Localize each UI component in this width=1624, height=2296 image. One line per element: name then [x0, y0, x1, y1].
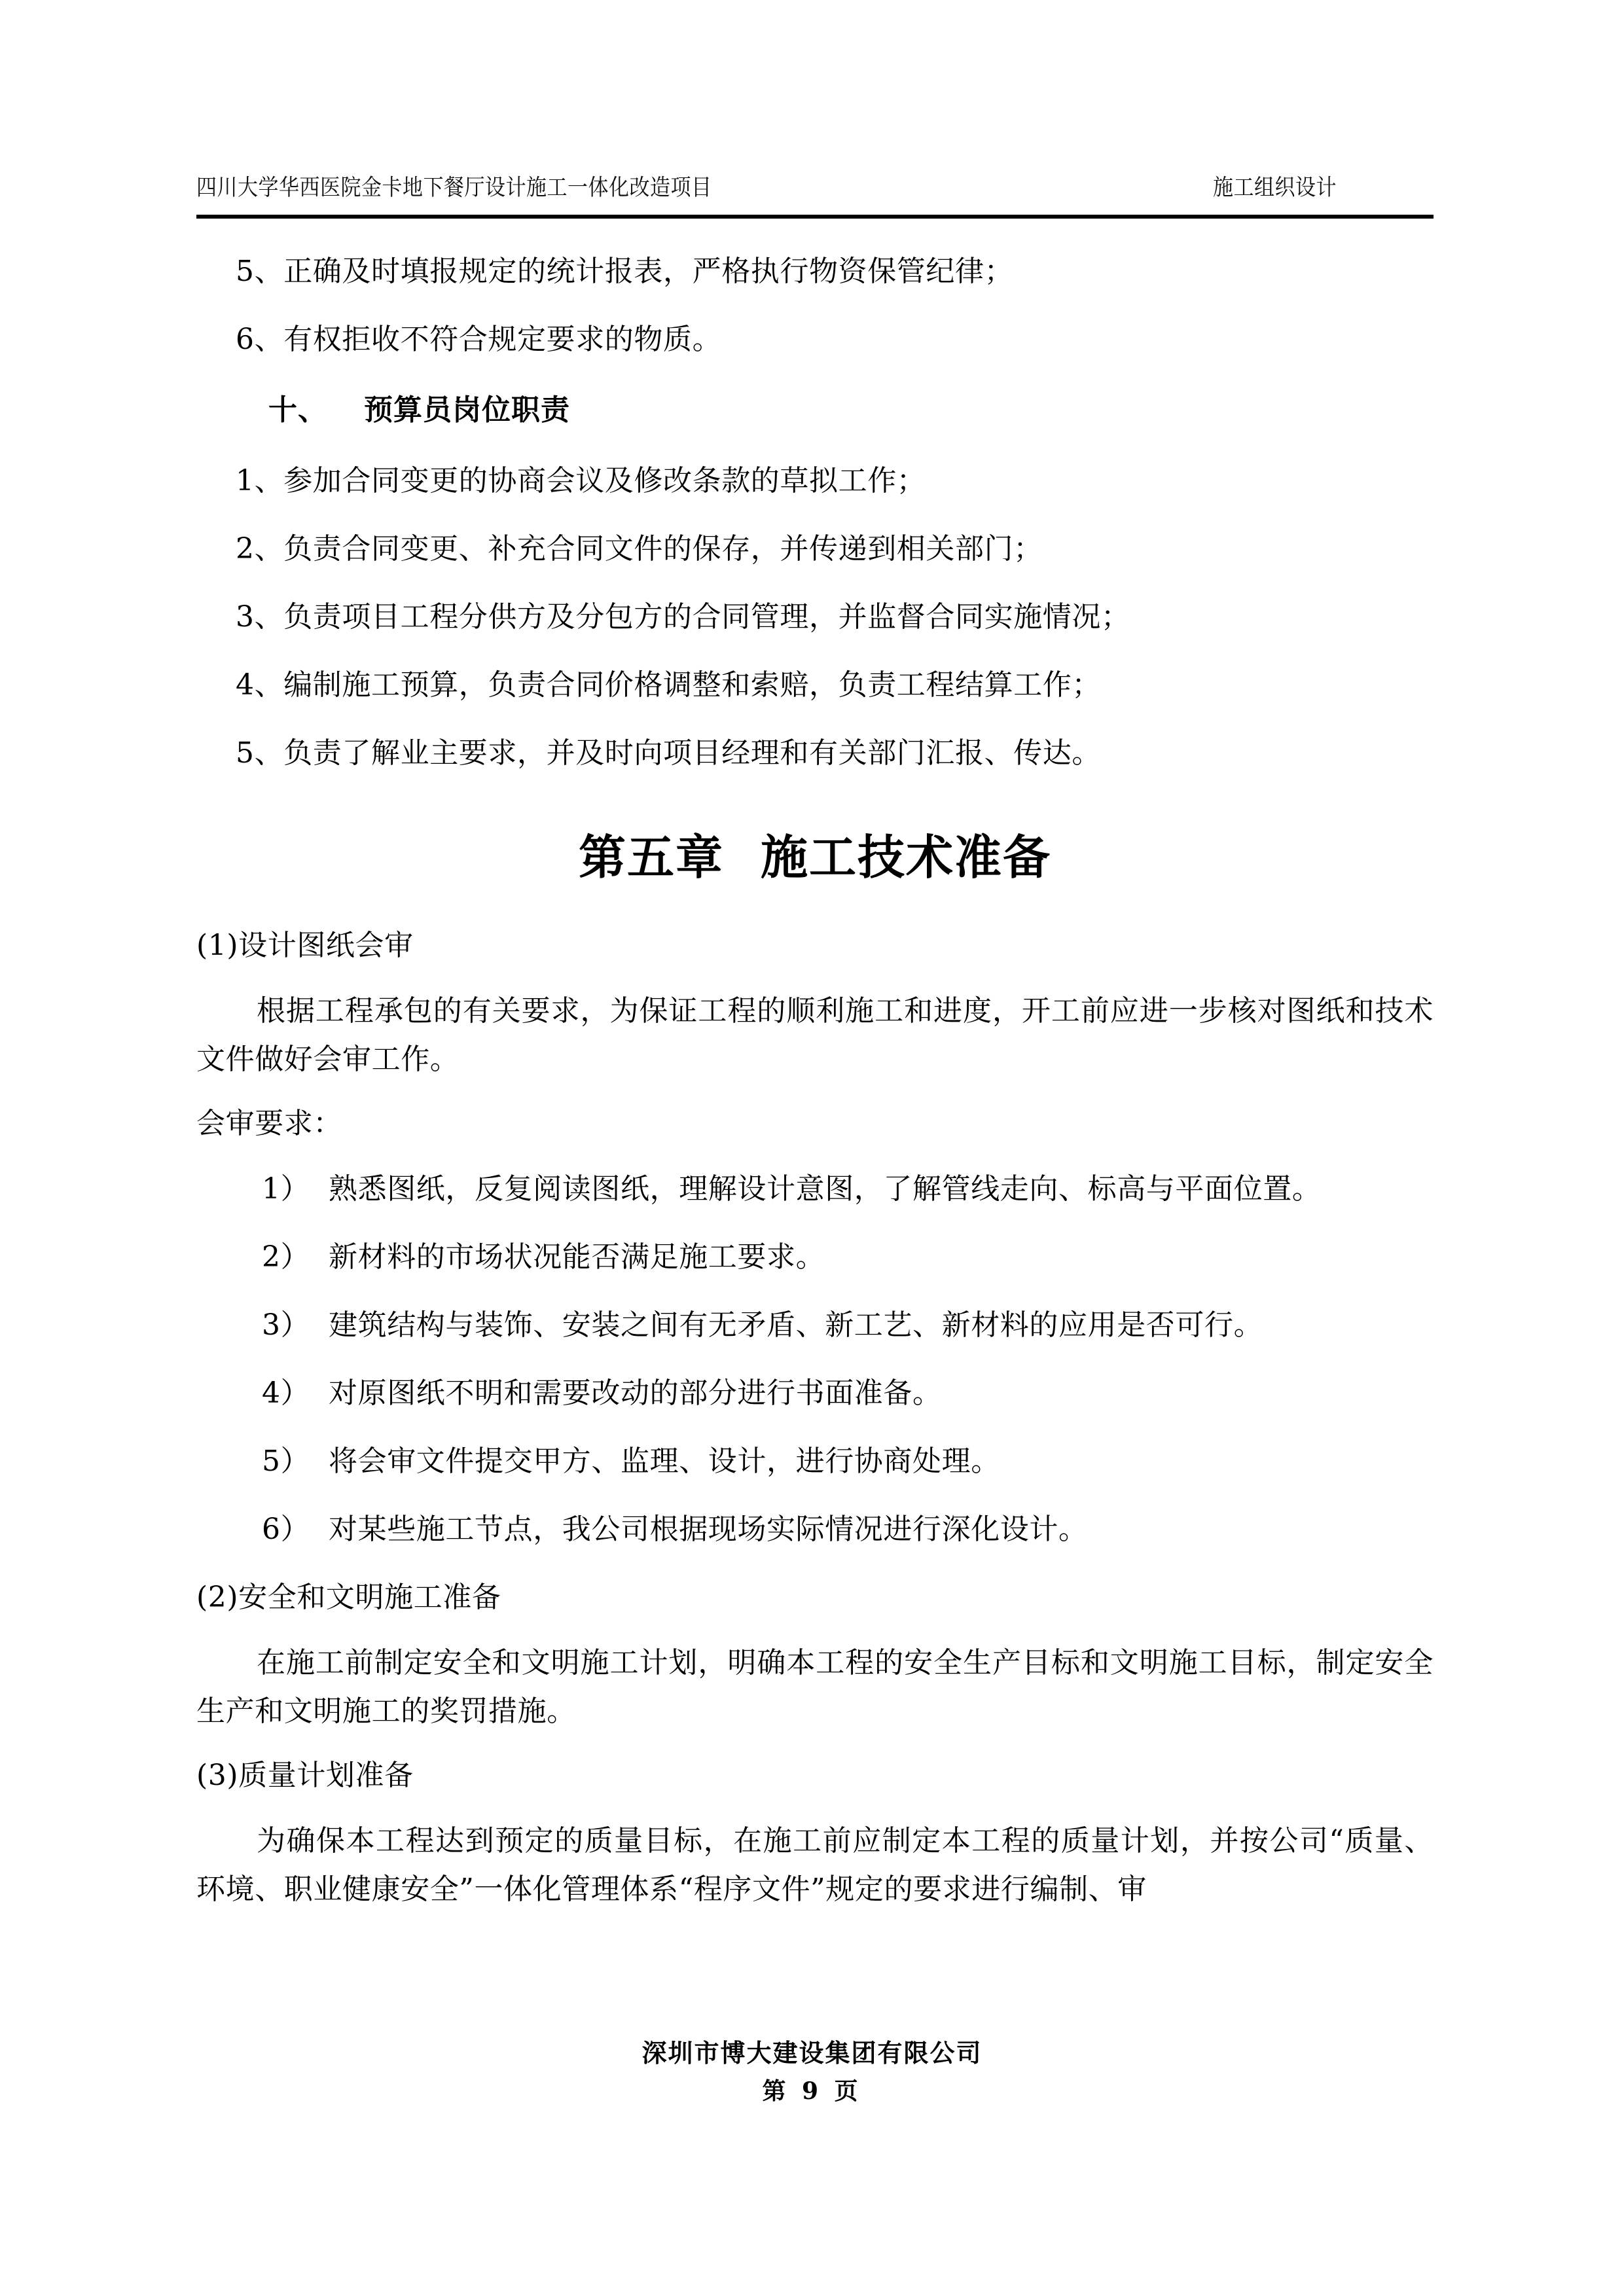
duty-item-prev-5: 5、正确及时填报规定的统计报表，严格执行物资保管纪律； [236, 255, 1014, 288]
section-heading-budget-officer [196, 386, 1434, 435]
section-heading-title: 预算员岗位职责 [364, 393, 570, 427]
page-footer [0, 2036, 1624, 2109]
review-item-text: 新材料的市场状况能否满足施工要求。 [329, 1240, 825, 1274]
duty-item-prev-6: 6、有权拒收不符合规定要求的物质。 [236, 323, 722, 356]
budget-duty-item-1: 1、参加合同变更的协商会议及修改条款的草拟工作； [236, 464, 926, 497]
budget-duty-item-2: 2、负责合同变更、补充合同文件的保存，并传递到相关部门； [236, 532, 1043, 565]
page-body [196, 247, 1434, 1929]
subsection-paragraph-3: 为确保本工程达到预定的质量目标，在施工前应制定本工程的质量计划，并按公司“质量、环境、职业健康安全”一体化管理体系“程序文件”规定的要求进行编制、审 [196, 1824, 1434, 1906]
review-item-text: 对原图纸不明和需要改动的部分进行书面准备。 [329, 1376, 942, 1410]
header-project-title: 四川大学华西医院金卡地下餐厅设计施工一体化改造项目 [196, 174, 712, 202]
footer-page-number: 第 9 页 [762, 2077, 862, 2105]
header-divider-rule [196, 215, 1434, 219]
review-item-text: 熟悉图纸，反复阅读图纸，理解设计意图，了解管线走向、标高与平面位置。 [329, 1172, 1322, 1206]
subsection-paragraph-2: 在施工前制定安全和文明施工计划，明确本工程的安全生产目标和文明施工目标，制定安全生产和文明施工的奖罚措施。 [196, 1646, 1434, 1728]
review-item-marker: 6） [262, 1513, 310, 1546]
chapter-number: 第五章 [578, 829, 724, 885]
budget-duty-item-4: 4、编制施工预算，负责合同价格调整和索赔，负责工程结算工作； [236, 668, 1101, 702]
review-item-4 [196, 1369, 1434, 1418]
review-item-marker: 4） [262, 1376, 310, 1410]
review-requirements-label: 会审要求： [196, 1107, 342, 1140]
review-item-marker: 1） [262, 1172, 310, 1206]
section-heading-number: 十、 [268, 393, 327, 427]
chapter-title-text: 施工技术准备 [761, 829, 1052, 885]
chapter-title [196, 823, 1434, 891]
subsection-paragraph-1: 根据工程承包的有关要求，为保证工程的顺利施工和进度，开工前应进一步核对图纸和技术文件做好会审工作。 [196, 994, 1434, 1076]
footer-company-name: 深圳市博大建设集团有限公司 [641, 2038, 983, 2068]
review-item-text: 将会审文件提交甲方、监理、设计，进行协商处理。 [329, 1444, 1000, 1478]
review-item-marker: 5） [262, 1444, 310, 1478]
review-item-2 [196, 1233, 1434, 1282]
review-item-text: 对某些施工节点，我公司根据现场实际情况进行深化设计。 [329, 1513, 1088, 1546]
review-item-text: 建筑结构与装饰、安装之间有无矛盾、新工艺、新材料的应用是否可行。 [329, 1308, 1263, 1342]
review-item-3 [196, 1301, 1434, 1350]
budget-duty-item-3: 3、负责项目工程分供方及分包方的合同管理，并监督合同实施情况； [236, 600, 1130, 634]
header-document-type: 施工组织设计 [1213, 174, 1337, 202]
subsection-title-1: (1)设计图纸会审 [196, 929, 414, 962]
review-item-marker: 2） [262, 1240, 310, 1274]
budget-duty-item-5: 5、负责了解业主要求，并及时向项目经理和有关部门汇报、传达。 [236, 736, 1101, 770]
review-item-6 [196, 1505, 1434, 1554]
subsection-title-2: (2)安全和文明施工准备 [196, 1581, 501, 1614]
review-item-marker: 3） [262, 1308, 310, 1342]
subsection-title-3: (3)质量计划准备 [196, 1759, 414, 1792]
page-header [196, 174, 1434, 202]
review-item-1 [196, 1165, 1434, 1213]
review-item-5 [196, 1437, 1434, 1486]
